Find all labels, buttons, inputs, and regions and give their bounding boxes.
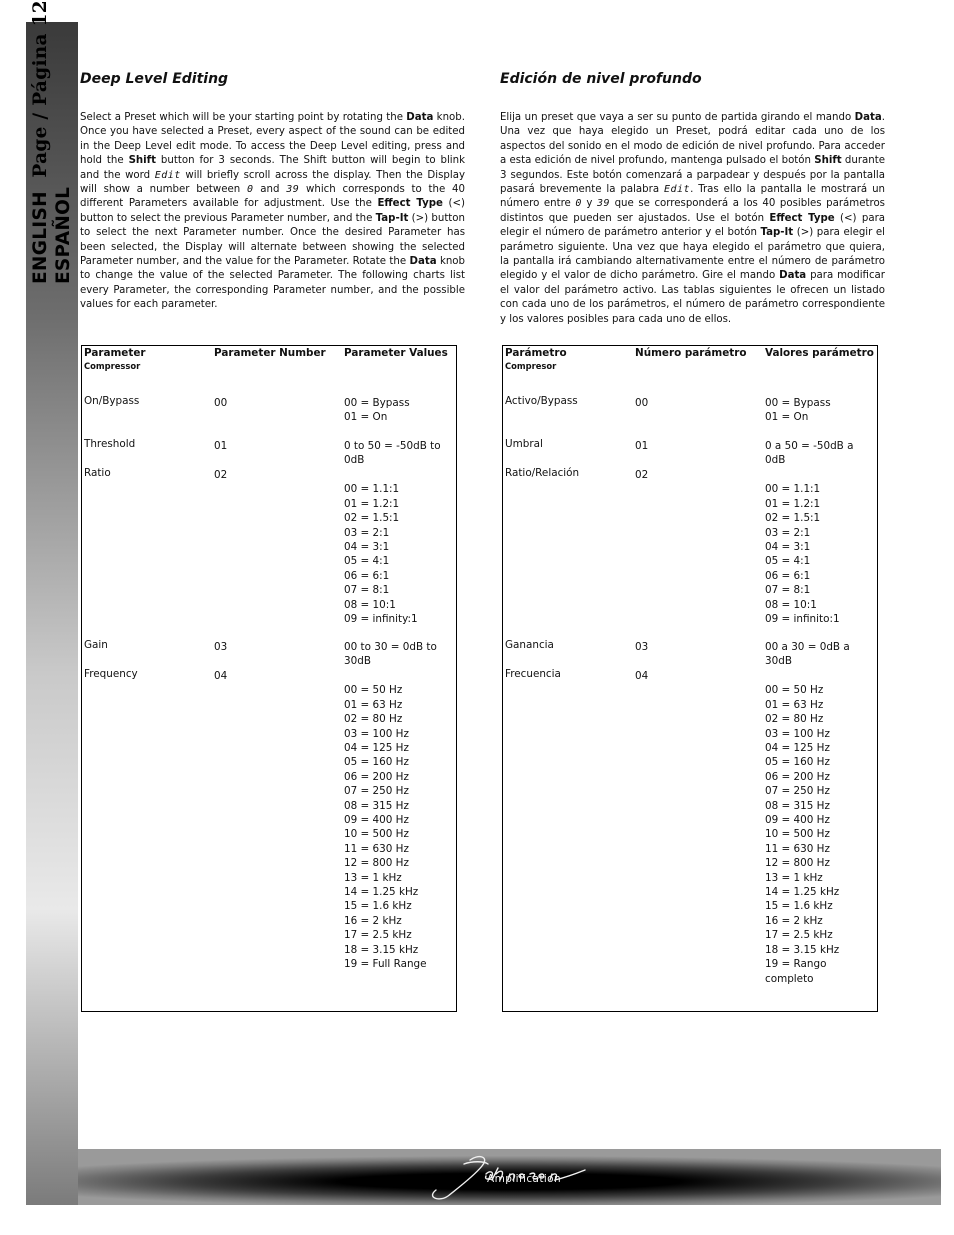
spanish-paragraph: Elija un preset que vaya a ser su punto de partida girando el mando Data. Una vez que haya elegido un Preset, podrá editar cada uno de los aspectos del sonido en el modo de edición de nivel profundo. Para acceder a esta edición de nivel profundo, mantenga pulsado el botón Shift durante 3 segundos. Este botón comenzará a parpadear y después por la pantalla pasará brevemente la palabra Edit. Tras ello la pantalla le mostrará un número entre 0 y 39 que se corresponderá a los 40 posibles parámetros distintos que pueden ser ajustados. Use el botón Effect Type (<) para elegir el número de parámetro anterior y el botón Tap-It (>) para elegir el parámetro siguiente. Una vez que haya elegido el parámetro que quiera, la pantalla irá cambiando alternativamente entre el número de parámetro elegido y el valor de dicho parámetro. Gire el mando Data para modificar el valor del parámetro activo. Las tablas siguientes le ofrecen un listado con cada uno de los parámetros, el número de parámetro correspondiente y los valores posibles para cada uno de ellos. [500,112,886,325]
parameter-value-line: 02 = 1.5:1 [344,512,400,525]
parameter-value-line: 19 = Full Range [344,958,427,971]
parameter-value-line: 00 = 1.1:1 [765,483,821,496]
parameter-value-line: 03 = 2:1 [765,526,811,539]
parameter-value-line: 08 = 10:1 [344,598,396,611]
table-cell-parameter-number: 02 [214,469,228,481]
table-cell-parameter-values [765,640,877,669]
parameter-value-line: 09 = infinity:1 [344,613,418,626]
parameter-value-line: 00 = Bypass [344,397,410,409]
parameter-value-line: 09 = 400 Hz [765,814,830,827]
table-cell-parameter-values [765,396,877,425]
table-header-number: Parameter Number [214,347,326,359]
sidebar-page-label [26,0,78,292]
table-cell-parameter-name: Ratio [84,467,111,479]
parameter-value-line: 05 = 160 Hz [765,756,830,769]
parameter-value-line: 05 = 4:1 [344,555,390,568]
parameter-value-line: 03 = 2:1 [344,526,390,539]
table-cell-parameter-number: 03 [214,641,228,653]
parameter-value-line: 14 = 1.25 kHz [344,886,419,899]
sidebar-lang-english: ENGLISH [30,191,51,284]
table-header-parameter: Parámetro Compresor [505,347,633,372]
parameter-value-line: 15 = 1.6 kHz [765,900,833,913]
table-cell-parameter-values [765,439,877,468]
parameter-value-line: 01 = 63 Hz [765,698,824,711]
parameter-value-line: 10 = 500 Hz [344,828,409,841]
logo-amplification-text: Amplification [487,1173,562,1185]
table-cell-parameter-name: Gain [84,639,108,651]
parameter-value-line: 00 = 50 Hz [765,684,824,697]
lcd-edit-text: Edit [663,184,691,196]
parameter-value-line: 04 = 3:1 [344,541,390,554]
lcd-edit-text: Edit [154,169,181,181]
table-header-number: Número parámetro [635,347,747,359]
table-cell-parameter-number: 00 [214,397,228,409]
parameter-value-line: 03 = 100 Hz [765,727,830,740]
sidebar-page-number: Page / Página 12 [30,0,51,178]
table-subheader: Compressor [84,361,141,371]
table-cell-parameter-values [765,482,877,626]
lcd-39-text: 39 [597,198,611,210]
parameter-value-line: 01 = 1.2:1 [344,497,400,510]
table-cell-parameter-number: 01 [635,440,649,452]
parameter-value-line: 02 = 80 Hz [344,713,403,726]
table-cell-parameter-name: Frecuencia [505,668,561,680]
table-header-values: Parameter Values [344,347,448,359]
sidebar-lang-spanish: ESPAÑOL [53,186,74,284]
parameter-value-line: 16 = 2 kHz [344,914,402,927]
parameter-value-line: 01 = 63 Hz [344,698,403,711]
parameter-value-line: 11 = 630 Hz [765,842,830,855]
parameter-value-line: 01 = On [344,411,388,424]
parameter-value-line: 07 = 8:1 [765,584,811,597]
parameter-value-line: 05 = 4:1 [765,555,811,568]
table-cell-parameter-number: 01 [214,440,228,452]
table-cell-parameter-number: 02 [635,469,649,481]
parameter-value-line: 00 to 30 = 0dB to [344,641,437,653]
parameter-value-line: 09 = 400 Hz [344,814,409,827]
parameter-value-line: 02 = 1.5:1 [765,512,821,525]
parameter-value-line: 07 = 250 Hz [344,785,409,798]
parameter-value-line: 12 = 800 Hz [765,857,830,870]
parameter-value-line: 08 = 315 Hz [344,799,409,812]
parameter-value-line: 08 = 315 Hz [765,799,830,812]
parameter-value-line: 04 = 125 Hz [765,742,830,755]
parameter-value-line: 15 = 1.6 kHz [344,900,412,913]
table-cell-parameter-name: Umbral [505,438,543,450]
parameter-value-line: 17 = 2.5 kHz [344,929,412,942]
table-cell-parameter-name: Activo/Bypass [505,395,578,407]
parameter-value-line: 16 = 2 kHz [765,914,823,927]
table-cell-parameter-values [344,683,456,971]
table-cell-parameter-name: Threshold [84,438,136,450]
parameter-value-line: 08 = 10:1 [765,598,817,611]
parameter-value-line: 30dB [344,655,371,668]
table-cell-parameter-number: 04 [635,670,649,682]
parameter-value-line: 04 = 3:1 [765,541,811,554]
parameter-value-line: 07 = 250 Hz [765,785,830,798]
sidebar-line-english [30,0,52,284]
table-cell-parameter-name: On/Bypass [84,395,140,407]
table-cell-parameter-name: Ganancia [505,639,554,651]
parameter-value-line: 00 = 1.1:1 [344,483,400,496]
english-parameter-table [81,345,457,1012]
table-cell-parameter-number: 04 [214,670,228,682]
lcd-zero-text: 0 [247,184,254,196]
parameter-value-line: 09 = infinito:1 [765,613,840,626]
parameter-value-line: 01 = On [765,411,809,424]
spanish-section-title: Edición de nivel profundo [500,71,702,87]
parameter-value-line: 19 = Rango completo [765,958,827,985]
table-cell-parameter-values [344,482,456,626]
table-header-values: Valores parámetro [765,347,874,359]
parameter-value-line: 02 = 80 Hz [765,713,824,726]
parameter-value-line: 14 = 1.25 kHz [765,886,840,899]
table-cell-parameter-values [344,640,456,669]
table-cell-parameter-values [344,439,456,468]
parameter-value-line: 0 a 50 = -50dB a 0dB [765,440,854,467]
parameter-value-line: 04 = 125 Hz [344,742,409,755]
parameter-value-line: 01 = 1.2:1 [765,497,821,510]
table-cell-parameter-values [344,396,456,425]
parameter-value-line: 00 = 50 Hz [344,684,403,697]
english-paragraph: Select a Preset which will be your starting point by rotating the Data knob. Once you have selected a Preset, every aspect of the sound can be edited in the Deep Level edit mode. To access the Deep Level editing, press and hold the Shift button for 3 seconds. The Shift button will begin to blink and the word Edit will briefly scroll across the display. Then the Display will show a number between 0 and 39 which corresponds to the 40 different Parameters available for adjustment. Use the Effect Type (<) button to select the previous Parameter number, and the Tap-It (>) button to select the next Parameter number. Once the desired Parameter has been selected, the Display will alternate between showing the selected Parameter number, and the value for the Parameter. Rotate the Data knob to change the value of the selected Parameter. The following charts list every Parameter, the corresponding Parameter number, and the possible values for each parameter. [80,112,466,311]
spanish-parameter-table [502,345,878,1012]
parameter-value-line: 06 = 200 Hz [344,770,409,783]
parameter-value-line: 00 a 30 = 0dB a 30dB [765,641,850,668]
table-subheader: Compresor [505,361,557,371]
parameter-value-line: 00 = Bypass [765,397,831,409]
table-header-parameter: Parameter Compressor [84,347,212,372]
parameter-value-line: 07 = 8:1 [344,584,390,597]
lcd-zero-text: 0 [575,198,582,210]
lcd-39-text: 39 [286,184,300,196]
parameter-value-line: 03 = 100 Hz [344,727,409,740]
table-cell-parameter-values [765,683,877,986]
table-cell-parameter-number: 03 [635,641,649,653]
table-cell-parameter-name: Frequency [84,668,138,680]
parameter-value-line: 10 = 500 Hz [765,828,830,841]
parameter-value-line: 13 = 1 kHz [765,871,823,884]
parameter-value-line: 0dB [344,454,365,467]
parameter-value-line: 13 = 1 kHz [344,871,402,884]
parameter-value-line: 0 to 50 = -50dB to [344,440,441,452]
table-cell-parameter-name: Ratio/Relación [505,467,580,479]
parameter-value-line: 06 = 6:1 [765,569,811,582]
parameter-value-line: 18 = 3.15 kHz [344,943,419,956]
sidebar-line-spanish [53,187,75,284]
parameter-value-line: 06 = 200 Hz [765,770,830,783]
table-cell-parameter-number: 00 [635,397,649,409]
parameter-value-line: 11 = 630 Hz [344,842,409,855]
parameter-value-line: 06 = 6:1 [344,569,390,582]
parameter-value-line: 17 = 2.5 kHz [765,929,833,942]
parameter-value-line: 05 = 160 Hz [344,756,409,769]
parameter-value-line: 12 = 800 Hz [344,857,409,870]
english-section-title: Deep Level Editing [80,71,229,87]
parameter-value-line: 18 = 3.15 kHz [765,943,840,956]
